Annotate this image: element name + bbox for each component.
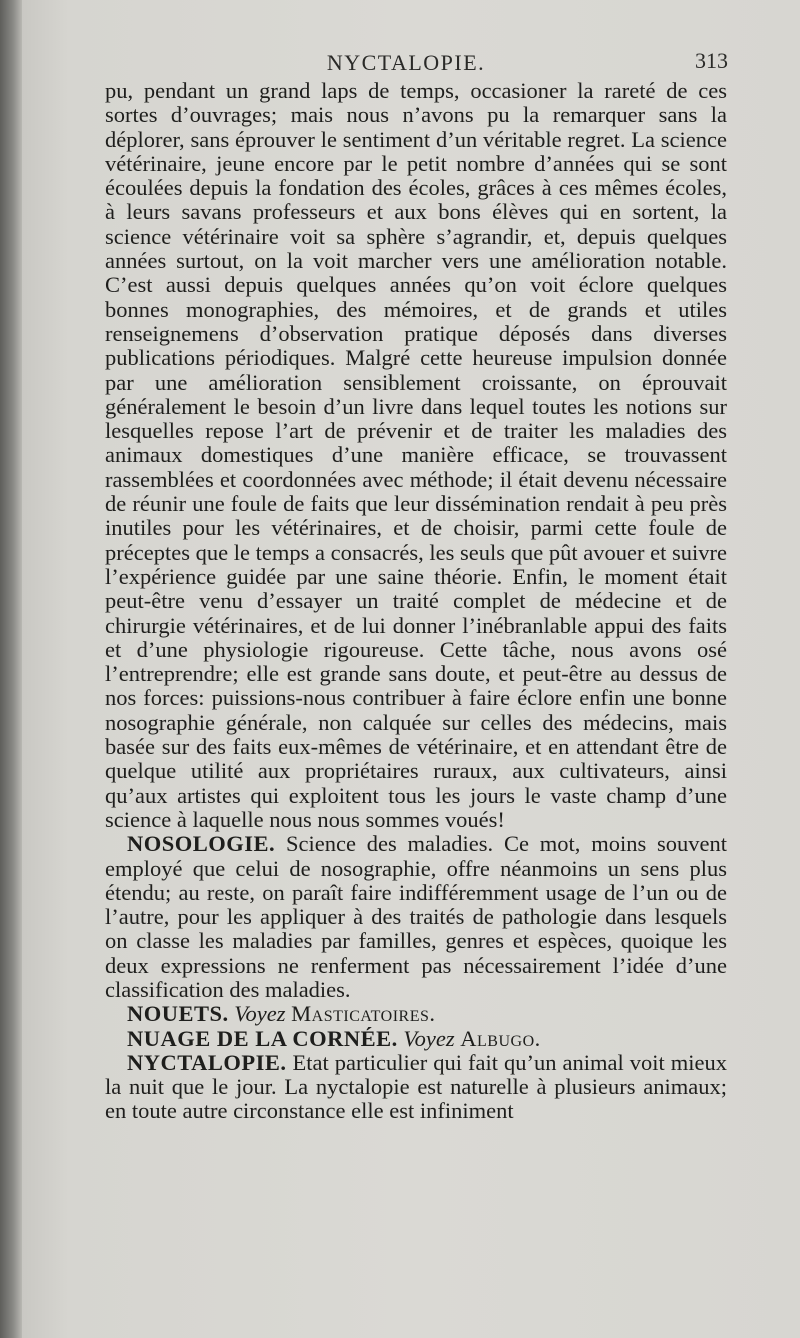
entry-nosologie [105,832,727,1002]
entry-see: Voyez [234,1001,286,1027]
page-number: 313 [695,48,728,73]
book-spine-shadow [0,0,22,1338]
entry-nouets [105,1002,727,1026]
entry-term: NYCTALOPIE. [127,1049,287,1075]
entry-text: Science des maladies. Ce mot, moins souvent employé que celui de nosographie, offre néanmoins un sens plus étendu; au reste, on paraît faire indifféremment usage de l’un ou de l’autre, pour les appliquer à des traités de pathologie dans lesquels on classe les maladies par familles, genres et espèces, quoique les deux expressions ne renferment pas nécessairement l’idée d’une classification des maladies. [105,831,727,1002]
running-title: NYCTALOPIE. [326,50,486,75]
entry-term: NOSOLOGIE. [127,831,276,857]
entry-see: Voyez [403,1025,455,1051]
continuation-paragraph: pu, pendant un grand laps de temps, occasioner la rareté de ces sortes d’ouvrages; mais nous n’avons pu la remarquer sans la déplorer, sans éprouver le sentiment d’un véritable regret. La science vétérinaire, jeune encore par le petit nombre d’années qui se sont écoulées depuis la fondation des écoles, grâces à ces mêmes écoles, à leurs savans professeurs et aux bons élèves qui en sortent, la science vétérinaire voit sa sphère s’agrandir, et, depuis quelques années surtout, on la voit marcher vers une amélioration notable. C’est aussi depuis quelques années qu’on voit éclore quelques bonnes monographies, des mémoires, et de grands et utiles renseignemens d’observation pratique déposés dans diverses publications périodiques. Malgré cette heureuse impulsion donnée par une amélioration sensiblement croissante, on éprouvait généralement le besoin d’un livre dans lequel toutes les notions sur lesquelles repose l’art de prévenir et de traiter les maladies des animaux domestiques d’une manière efficace, se trouvassent rassemblées et coordonnées avec méthode; il était devenu nécessaire de réunir une foule de faits que leur dissémination rendait à peu près inutiles pour les vétérinaires, et de choisir, parmi cette foule de préceptes que le temps a consacrés, les seuls que pût avouer et suivre l’expérience guidée par une saine théorie. Enfin, le moment était peut-être venu d’essayer un traité complet de médecine et de chirurgie vétérinaires, et de lui donner l’inébranlable appui des faits et d’une physiologie rigoureuse. Cette tâche, nous avons osé l’entreprendre; elle est grande sans doute, et peut-être au dessus de nos forces: puissions-nous contribuer à faire éclore enfin une bonne nosographie générale, non calquée sur celles des médecins, mais basée sur des faits eux-mêmes de vétérinaire, et en attendant être de quelque utilité aux propriétaires ruraux, aux cultivateurs, ainsi qu’aux artistes qui exploitent tous les jours le vaste champ d’une science à laquelle nous nous sommes voués! [105,78,727,832]
entry-text: Etat particulier qui fait qu’un animal voit mieux la nuit que le jour. La nyctalopie est naturelle à plusieurs animaux; en toute autre circonstance elle est infiniment [105,1049,727,1124]
entry-reference: Masticatoires. [291,1001,436,1027]
page-body [105,79,727,1124]
entry-nyctalopie [105,1051,727,1124]
entry-term: NOUETS. [127,1001,229,1027]
book-page [22,0,800,1338]
entry-term: NUAGE DE LA CORNÉE. [127,1025,398,1051]
entry-nuage-de-la-cornee [105,1027,727,1051]
entry-reference: Albugo. [460,1025,541,1051]
